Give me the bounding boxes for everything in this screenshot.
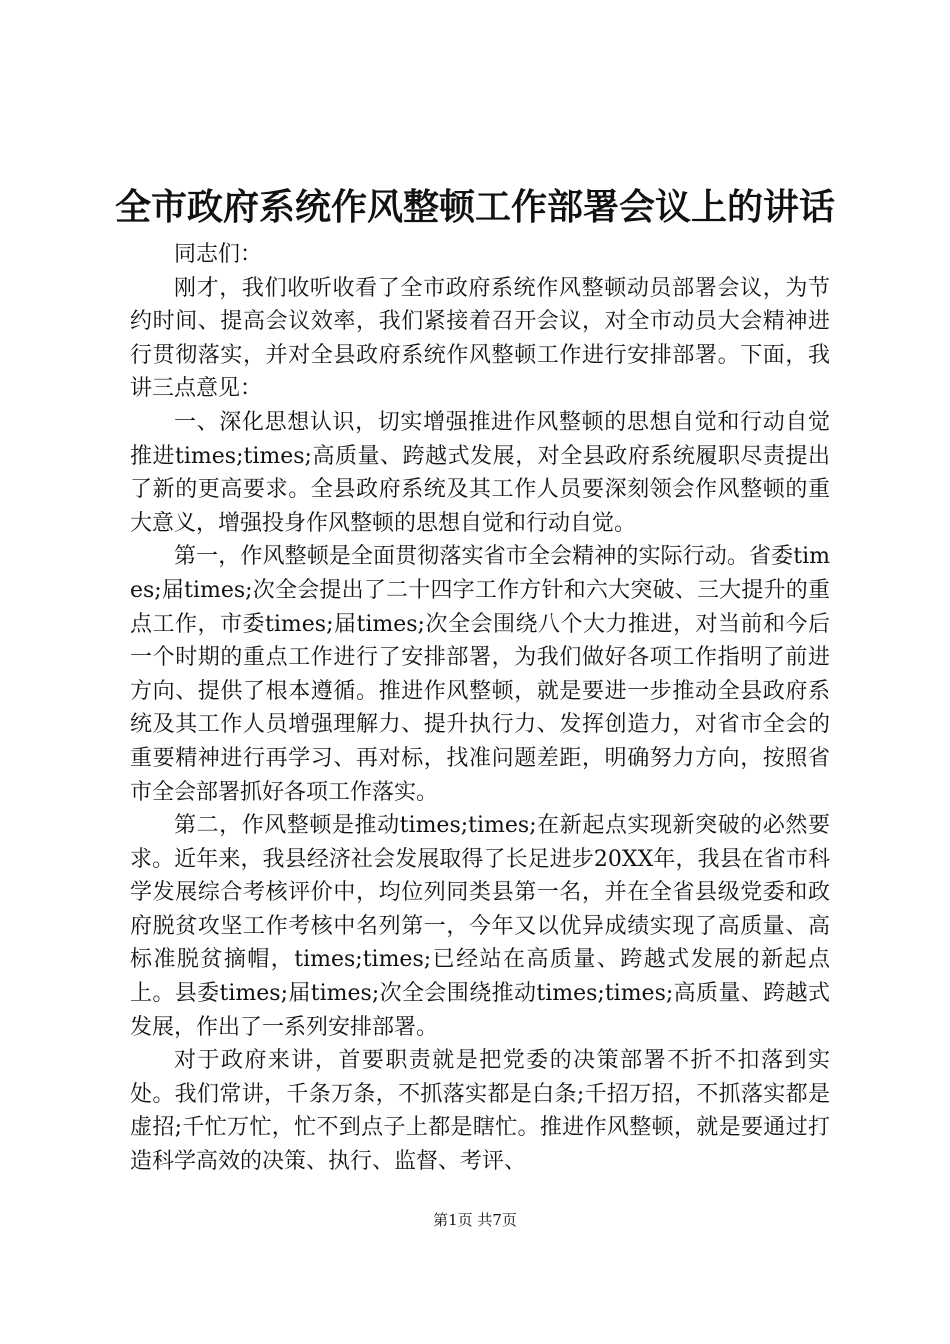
paragraph-point-two: 第二，作风整顿是推动times;times;在新起点实现新突破的必然要求。近年来，我县经济社会发展取得了长足进步20XX年，我县在省市科学发展综合考核评价中，均位列同类县第一名，并在全省县级党委和政府脱贫攻坚工作考核中名列第一，今年又以优异成绩实现了高质量、高标准脱贫摘帽，times;times;已经站在高质量、跨越式发展的新起点上。县委times;届times;次全会围绕推动times;times;高质量、跨越式发展，作出了一系列安排部署。: [130, 813, 830, 1040]
document-title: 全市政府系统作风整顿工作部署会议上的讲话: [114, 187, 835, 228]
paragraph-section-one: 一、深化思想认识，切实增强推进作风整顿的思想自觉和行动自觉推进times;times;高质量、跨越式发展，对全县政府系统履职尽责提出了新的更高要求。全县政府系统及其工作人员要深刻领会作风整顿的重大意义，增强投身作风整顿的思想自觉和行动自觉。: [130, 409, 830, 536]
paragraph-point-one: 第一，作风整顿是全面贯彻落实省市全会精神的实际行动。省委times;届times;次全会提出了二十四字工作方针和六大突破、三大提升的重点工作，市委times;届times;次全会围绕八个大力推进，对当前和今后一个时期的重点工作进行了安排部署，为我们做好各项工作指明了前进方向、提供了根本遵循。推进作风整顿，就是要进一步推动全县政府系统及其工作人员增强理解力、提升执行力、发挥创造力，对省市全会的重要精神进行再学习、再对标，找准问题差距，明确努力方向，按照省市全会部署抓好各项工作落实。: [130, 544, 830, 805]
paragraph-intro: 刚才，我们收听收看了全市政府系统作风整顿动员部署会议，为节约时间、提高会议效率，我们紧接着召开会议，对全市动员大会精神进行贯彻落实，并对全县政府系统作风整顿工作进行安排部署。下面，我讲三点意见：: [130, 275, 830, 402]
paragraph-salutation: 同志们：: [174, 242, 263, 267]
paragraph-government-role: 对于政府来讲，首要职责就是把党委的决策部署不折不扣落到实处。我们常讲，千条万条，不抓落实都是白条;千招万招，不抓落实都是虚招;千忙万忙，忙不到点子上都是瞎忙。推进作风整顿，就是要通过打造科学高效的决策、执行、监督、考评、: [130, 1048, 830, 1175]
document-body: [130, 238, 830, 1179]
page-number-footer: 第1页 共7页: [433, 1211, 517, 1229]
